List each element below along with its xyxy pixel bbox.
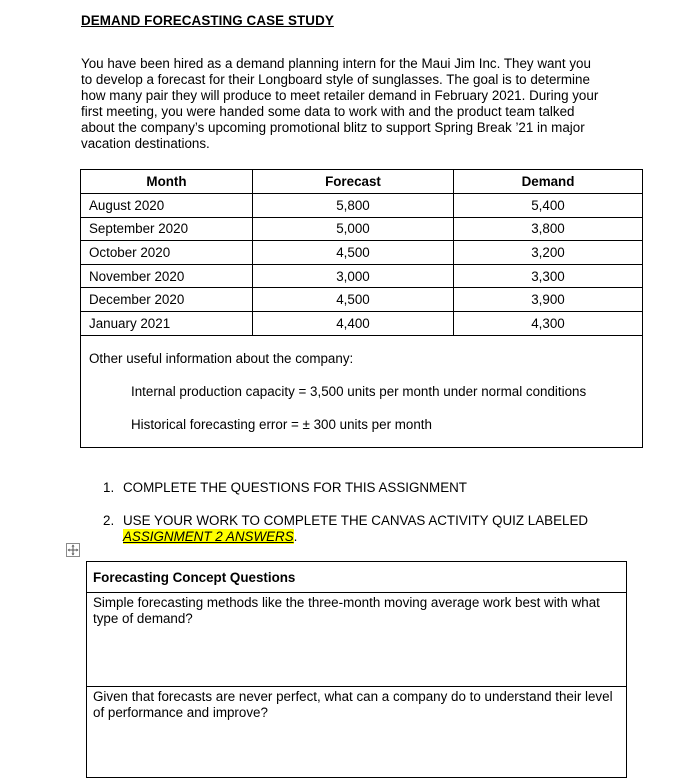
list-number: 1. [103, 480, 115, 495]
highlighted-link-text: ASSIGNMENT 2 ANSWERS [123, 528, 294, 544]
intro-line: how many pair they will produce to meet retailer demand in February 2021. During your [81, 87, 599, 103]
list-item [103, 513, 643, 545]
question-cell[interactable]: Given that forecasts are never perfect, what can a company do to understand their level of performance and improve? [93, 689, 613, 720]
forecast-cell: 3,000 [253, 265, 454, 288]
list-text-end: . [293, 528, 298, 544]
instruction-list [103, 480, 643, 545]
intro-line: to develop a forecast for their Longboard style of sunglasses. The goal is to determine [81, 71, 590, 87]
intro-line: You have been hired as a demand planning intern for the Maui Jim Inc. They want you [81, 56, 591, 71]
demand-cell: 4,300 [531, 315, 565, 331]
demand-cell: 3,900 [531, 292, 565, 308]
intro-paragraph [81, 56, 626, 151]
list-text: USE YOUR WORK TO COMPLETE THE CANVAS ACTIVITY QUIZ LABELED [123, 512, 589, 528]
month-cell: November 2020 [81, 265, 253, 288]
table-row [81, 288, 642, 312]
table-move-handle[interactable] [66, 543, 80, 557]
info-error: Historical forecasting error = ± 300 units per month [131, 417, 432, 432]
table-row [81, 265, 642, 289]
forecast-cell: 4,500 [253, 288, 454, 311]
table-row [81, 241, 642, 265]
document-title: DEMAND FORECASTING CASE STUDY [81, 13, 334, 28]
forecast-demand-table [80, 169, 643, 448]
month-cell: September 2020 [81, 218, 253, 241]
header-month: Month [81, 170, 253, 193]
demand-cell: 3,800 [531, 221, 565, 237]
demand-cell: 5,400 [531, 197, 565, 213]
intro-line: first meeting, you were handed some data to work with and the product team talked [81, 103, 575, 119]
table-row [81, 194, 642, 218]
header-forecast: Forecast [253, 170, 454, 193]
info-lead: Other useful information about the company: [89, 351, 354, 366]
forecast-cell: 4,400 [253, 312, 454, 335]
forecast-cell: 4,500 [253, 241, 454, 264]
question-cell[interactable]: Simple forecasting methods like the three-month moving average work best with what type of demand? [87, 593, 626, 687]
forecast-cell: 5,000 [253, 218, 454, 241]
month-cell: October 2020 [81, 241, 253, 264]
month-cell: August 2020 [81, 194, 253, 217]
forecast-cell: 5,800 [253, 194, 454, 217]
intro-line: about the company’s upcoming promotional blitz to support Spring Break ’21 in major [81, 119, 585, 135]
demand-cell: 3,200 [531, 244, 565, 260]
month-cell: December 2020 [81, 288, 253, 311]
move-arrows-icon [67, 544, 79, 556]
questions-header: Forecasting Concept Questions [87, 562, 626, 593]
questions-table [86, 561, 627, 778]
table-row [81, 218, 642, 242]
demand-cell: 3,300 [531, 268, 565, 284]
info-capacity: Internal production capacity = 3,500 units per month under normal conditions [131, 384, 587, 399]
intro-line: vacation destinations. [81, 135, 210, 151]
month-cell: January 2021 [81, 312, 253, 335]
list-text: COMPLETE THE QUESTIONS FOR THIS ASSIGNMENT [123, 480, 467, 495]
list-number: 2. [103, 512, 115, 528]
header-demand: Demand [521, 174, 575, 189]
list-item [103, 480, 643, 496]
table-row [81, 312, 642, 336]
table-header-row [81, 170, 642, 194]
